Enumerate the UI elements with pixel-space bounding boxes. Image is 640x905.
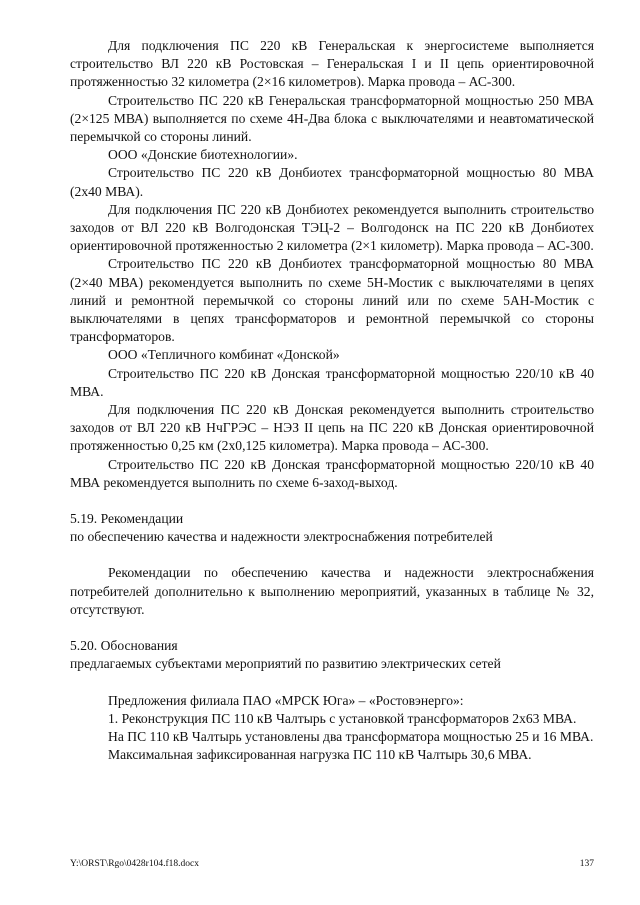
paragraph: Строительство ПС 220 кВ Донская трансформаторной мощностью 220/10 кВ 40 МВА. bbox=[70, 365, 594, 399]
spacer bbox=[70, 674, 594, 692]
section-520-subtitle: предлагаемых субъектами мероприятий по развитию электрических сетей bbox=[70, 656, 501, 672]
section-519-title: 5.19. Рекомендации bbox=[70, 511, 184, 527]
paragraph: 1. Реконструкция ПС 110 кВ Чалтырь с установкой трансформаторов 2х63 МВА. bbox=[108, 710, 577, 726]
paragraph: ООО «Тепличного комбинат «Донской» bbox=[108, 347, 340, 363]
paragraph: Предложения филиала ПАО «МРСК Юга» – «Ростовэнерго»: bbox=[108, 692, 464, 708]
page-footer bbox=[70, 858, 594, 870]
section-519-text: Рекомендации по обеспечению качества и надежности электроснабжения потребителей дополнительно к выполнению мероприятий, указанных в таблице № 32, отсутствуют. bbox=[70, 565, 594, 617]
spacer bbox=[70, 546, 594, 564]
page-content bbox=[70, 37, 594, 764]
section-520-title: 5.20. Обоснования bbox=[70, 638, 178, 654]
paragraph: Строительство ПС 220 кВ Донбиотех трансформаторной мощностью 80 МВА (2х40 МВА). bbox=[70, 165, 594, 199]
paragraph: ООО «Донские биотехнологии». bbox=[108, 147, 298, 163]
paragraph: Строительство ПС 220 кВ Генеральская трансформаторной мощностью 250 МВА (2×125 МВА) выполняется по схеме 4Н-Два блока с выключателями и неавтоматической перемычкой со стороны линий. bbox=[70, 92, 594, 145]
paragraph: Максимальная зафиксированная нагрузка ПС 110 кВ Чалтырь 30,6 МВА. bbox=[108, 747, 532, 763]
paragraph: Строительство ПС 220 кВ Донская трансформаторной мощностью 220/10 кВ 40 МВА рекомендуется выполнить по схеме 6-заход-выход. bbox=[70, 456, 594, 490]
spacer bbox=[70, 492, 594, 510]
paragraph: Строительство ПС 220 кВ Донбиотех трансформаторной мощностью 80 МВА (2×40 МВА) рекомендуется выполнить по схеме 5Н-Мостик с выключателями в цепях линий и ремонтной перемычкой со стороны линий или по схеме 5АН-Мостик с выключателями в цепях трансформаторов и ремонтной перемычкой со стороны трансформаторов. bbox=[70, 256, 594, 345]
spacer bbox=[70, 619, 594, 637]
paragraph: На ПС 110 кВ Чалтырь установлены два трансформатора мощностью 25 и 16 МВА. bbox=[108, 728, 594, 744]
section-519-subtitle: по обеспечению качества и надежности электроснабжения потребителей bbox=[70, 529, 493, 545]
paragraph: Для подключения ПС 220 кВ Генеральская к энергосистеме выполняется строительство ВЛ 220 кВ Ростовская – Генеральская I и II цепь ориентировочной протяженностью 32 километра (2×16 километров). Марка провода – АС-300. bbox=[70, 38, 594, 90]
footer-file-path: Y:\ORST\Rgo\0428r104.f18.docx bbox=[70, 859, 199, 869]
paragraph: Для подключения ПС 220 кВ Донбиотех рекомендуется выполнить строительство заходов от ВЛ 220 кВ Волгодонская ТЭЦ-2 – Волгодонск на ПС 220 кВ Донбиотех ориентировочной протяженностью 2 километра (2×1 километр). Марка провода – АС-300. bbox=[70, 201, 594, 254]
page-number: 137 bbox=[579, 859, 594, 869]
paragraph: Для подключения ПС 220 кВ Донская рекомендуется выполнить строительство заходов от ВЛ 220 кВ НчГРЭС – НЭЗ II цепь на ПС 220 кВ Донская ориентировочной протяженностью 0,25 км (2х0,125 километра). Марка провода – АС-300. bbox=[70, 402, 594, 454]
